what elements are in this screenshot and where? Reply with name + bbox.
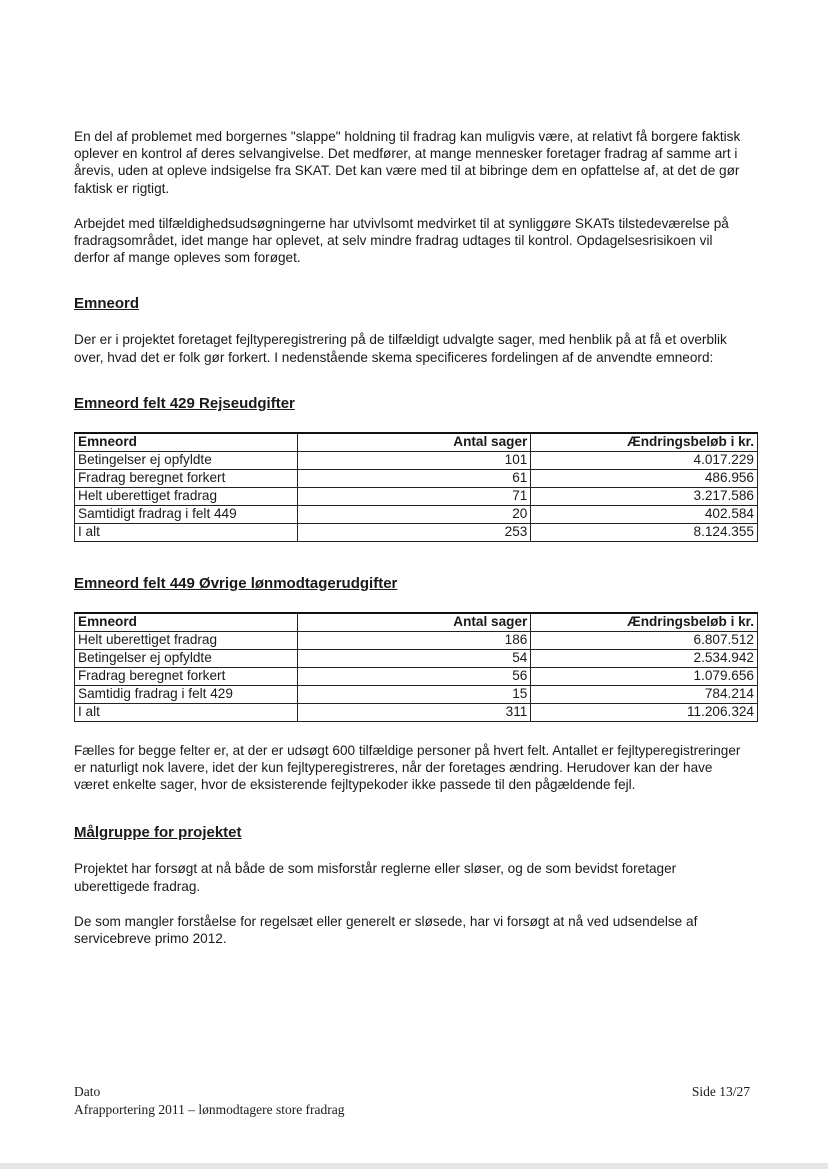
- cell-antal-sager: 71: [297, 487, 531, 505]
- table-total-row: [75, 703, 758, 721]
- cell-antal-sager: 186: [297, 631, 531, 649]
- table-row: [75, 649, 758, 667]
- table-felt-429: [74, 432, 758, 542]
- footer-page-number: Side 13/27: [691, 1084, 750, 1099]
- cell-aendringsbeloeb: 3.217.586: [531, 487, 758, 505]
- table-header-row: [75, 613, 758, 632]
- paragraph-6: De som mangler forståelse for regelsæt eller generelt er sløsede, har vi forsøgt at nå ved udsendelse af servicebreve primo 2012.: [74, 913, 698, 947]
- footer-dato: Dato: [74, 1084, 101, 1099]
- table-row: [75, 487, 758, 505]
- table-felt-449: [74, 612, 758, 722]
- table-row: [75, 469, 758, 487]
- document-page: [74, 128, 754, 947]
- footer-report-title: Afrapportering 2011 – lønmodtagere store fradrag: [74, 1102, 345, 1117]
- cell-emneord: Betingelser ej opfyldte: [75, 649, 298, 667]
- column-header-emneord: Emneord: [75, 433, 298, 452]
- paragraph-3: Der er i projektet foretaget fejltyperegistrering på de tilfældigt udvalgte sager, med henblik på at få et overblik over, hvad det er folk gør forkert. I nedenstående skema specificeres fordelingen af de anvendte emneord:: [74, 332, 727, 365]
- cell-antal-sager: 56: [297, 667, 531, 685]
- table-header-row: [75, 433, 758, 452]
- heading-felt-449: Emneord felt 449 Øvrige lønmodtagerudgifter: [74, 574, 398, 592]
- cell-aendringsbeloeb: 4.017.229: [531, 451, 758, 469]
- heading-felt-429: Emneord felt 429 Rejseudgifter: [74, 394, 295, 412]
- cell-antal-sager: 311: [297, 703, 531, 721]
- table-row: [75, 685, 758, 703]
- cell-antal-sager: 54: [297, 649, 531, 667]
- cell-emneord: Fradrag beregnet forkert: [75, 469, 298, 487]
- cell-aendringsbeloeb: 486.956: [531, 469, 758, 487]
- cell-emneord: I alt: [75, 523, 298, 541]
- cell-emneord: Samtidigt fradrag i felt 449: [75, 505, 298, 523]
- column-header-emneord: Emneord: [75, 613, 298, 632]
- paragraph-4: Fælles for begge felter er, at der er udsøgt 600 tilfældige personer på hvert felt. Antallet er fejltyperegistreringer er naturligt nok lavere, idet der kun fejltyperegistreres, når der foretages ændring. Herudover kan der have været enkelte sager, hvor de eksisterende fejltypekoder ikke passede til den pågældende fejl.: [74, 742, 741, 793]
- table-row: [75, 631, 758, 649]
- cell-aendringsbeloeb: 402.584: [531, 505, 758, 523]
- cell-emneord: Helt uberettiget fradrag: [75, 631, 298, 649]
- page-footer: [74, 1083, 750, 1119]
- paragraph-2: Arbejdet med tilfældighedsudsøgningerne har utvivlsomt medvirket til at synliggøre SKATs tilstedeværelse på fradragsområdet, idet mange har oplevet, at selv mindre fradrag udtages til kontrol. Opdagelsesrisikoen vil derfor af mange opleves som forøget.: [74, 215, 729, 266]
- cell-aendringsbeloeb: 11.206.324: [531, 703, 758, 721]
- paragraph-5: Projektet har forsøgt at nå både de som misforstår reglerne eller sløser, og de som bevidst foretager uberettigede fradrag.: [74, 861, 677, 894]
- cell-emneord: Samtidig fradrag i felt 429: [75, 685, 298, 703]
- cell-antal-sager: 20: [297, 505, 531, 523]
- cell-aendringsbeloeb: 2.534.942: [531, 649, 758, 667]
- cell-emneord: Fradrag beregnet forkert: [75, 667, 298, 685]
- cell-aendringsbeloeb: 6.807.512: [531, 631, 758, 649]
- cell-aendringsbeloeb: 1.079.656: [531, 667, 758, 685]
- cell-antal-sager: 101: [297, 451, 531, 469]
- column-header-aendringsbeloeb: Ændringsbeløb i kr.: [531, 433, 758, 452]
- cell-emneord: Betingelser ej opfyldte: [75, 451, 298, 469]
- cell-emneord: Helt uberettiget fradrag: [75, 487, 298, 505]
- scan-edge: [0, 1163, 828, 1169]
- cell-antal-sager: 61: [297, 469, 531, 487]
- table-row: [75, 451, 758, 469]
- table-total-row: [75, 523, 758, 541]
- cell-aendringsbeloeb: 784.214: [531, 685, 758, 703]
- cell-emneord: I alt: [75, 703, 298, 721]
- heading-maalgruppe: Målgruppe for projektet: [74, 824, 242, 842]
- cell-aendringsbeloeb: 8.124.355: [531, 523, 758, 541]
- column-header-aendringsbeloeb: Ændringsbeløb i kr.: [531, 613, 758, 632]
- table-row: [75, 667, 758, 685]
- column-header-antal-sager: Antal sager: [297, 433, 531, 452]
- heading-emneord: Emneord: [74, 295, 140, 313]
- cell-antal-sager: 253: [297, 523, 531, 541]
- column-header-antal-sager: Antal sager: [297, 613, 531, 632]
- paragraph-1: En del af problemet med borgernes "slappe" holdning til fradrag kan muligvis være, at relativt få borgere faktisk oplever en kontrol af deres selvangivelse. Det medfører, at mange mennesker foretager fradrag af samme art i årevis, uden at opleve indsigelse fra SKAT. Det kan være med til at bibringe dem en opfattelse af, at det de gør faktisk er rigtigt.: [74, 129, 741, 196]
- table-row: [75, 505, 758, 523]
- cell-antal-sager: 15: [297, 685, 531, 703]
